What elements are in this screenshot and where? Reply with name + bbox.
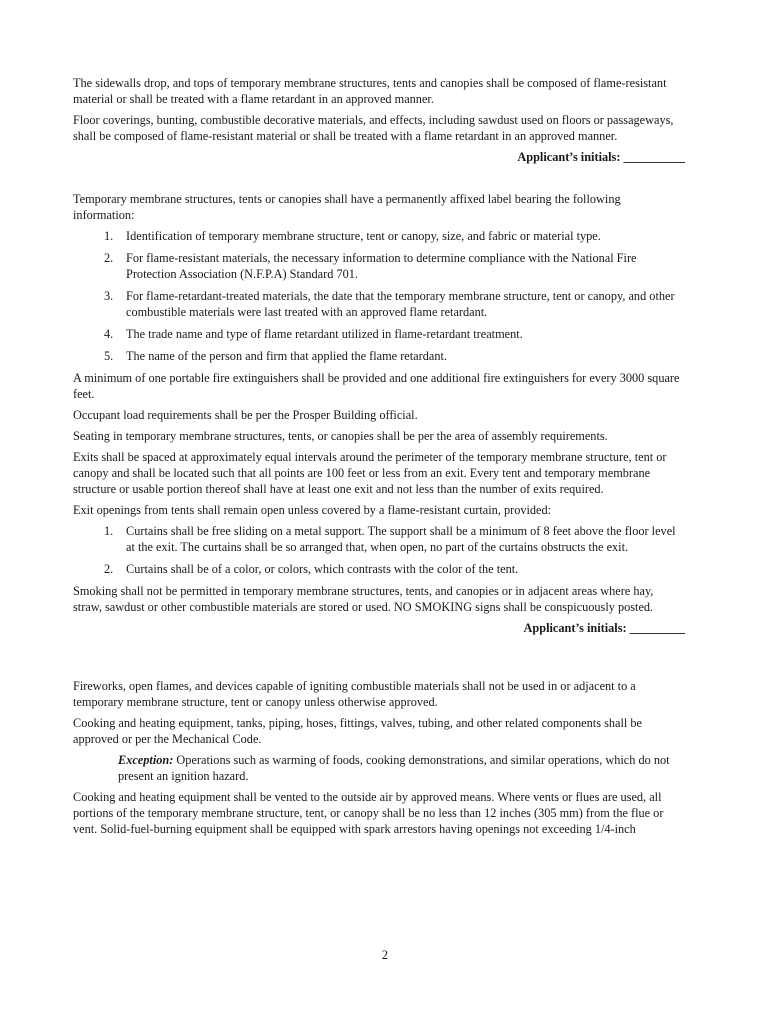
document-page: [73, 75, 685, 842]
paragraph-label-intro: Temporary membrane structures, tents or canopies shall have a permanently affixed label bearing the following information:: [73, 192, 621, 222]
spacer: [73, 636, 685, 678]
list-item: [73, 326, 685, 342]
exception-note: [73, 752, 685, 784]
list-item-text: Curtains shall be of a color, or colors, which contrasts with the color of the tent.: [126, 562, 519, 576]
paragraph-occupant-load: Occupant load requirements shall be per the Prosper Building official.: [73, 408, 418, 422]
list-item-text: Identification of temporary membrane structure, tent or canopy, size, and fabric or material type.: [126, 229, 601, 243]
list-item: [73, 288, 685, 320]
list-item-text: Curtains shall be free sliding on a metal support. The support shall be a minimum of 8 feet above the floor level at the exit. The curtains shall be so arranged that, when open, no part of the curtains obstructs the exit.: [126, 524, 676, 554]
spacer: [73, 165, 685, 191]
list-number: 5.: [104, 349, 114, 363]
list-item: [73, 250, 685, 282]
curtain-requirements-list: [73, 523, 685, 577]
list-number: 1.: [104, 524, 114, 538]
list-item-text: The name of the person and firm that applied the flame retardant.: [126, 349, 447, 363]
list-number: 2.: [104, 562, 114, 576]
exception-label: Exception:: [118, 753, 174, 767]
paragraph-sidewalls: The sidewalls drop, and tops of temporary membrane structures, tents and canopies shall be composed of flame-resistant material or shall be treated with a flame retardant in an approved manner.: [73, 76, 667, 106]
paragraph-floor-coverings: Floor coverings, bunting, combustible decorative materials, and effects, including sawdust used on floors or passageways, shall be composed of flame-resistant material or shall be treated with a flame retardant in an approved manner.: [73, 113, 674, 143]
list-number: 1.: [104, 229, 114, 243]
exception-text: Operations such as warming of foods, cooking demonstrations, and similar operations, which do not present an ignition hazard.: [118, 753, 670, 783]
list-number: 3.: [104, 289, 114, 303]
list-number: 2.: [104, 251, 114, 265]
paragraph-exits: Exits shall be spaced at approximately equal intervals around the perimeter of the temporary membrane structure, tent or canopy and shall be located such that all points are 100 feet or less from an exit. Every tent and temporary membrane structure or usable portion thereof shall have at least one exit and not less than the number of exits required.: [73, 450, 667, 496]
paragraph-smoking: Smoking shall not be permitted in temporary membrane structures, tents, and canopies or in adjacent areas where hay, straw, sawdust or other combustible materials are stored or used. NO SMOKING signs shall be conspicuously posted.: [73, 584, 654, 614]
paragraph-cooking-vented: Cooking and heating equipment shall be vented to the outside air by approved means. Where vents or flues are used, all portions of the temporary membrane structure, tent, or canopy shall be no less than 12 inches (305 mm) from the flue or vent. Solid-fuel-burning equipment shall be equipped with spark arrestors having openings not exceeding 1/4-inch: [73, 790, 664, 836]
applicant-initials-1: Applicant’s initials: __________: [517, 150, 685, 164]
list-item-text: For flame-retardant-treated materials, the date that the temporary membrane structure, tent or canopy, and other combustible materials were last treated with an approved flame retardant.: [126, 289, 675, 319]
list-item: [73, 523, 685, 555]
applicant-initials-2: Applicant’s initials: _________: [523, 621, 685, 635]
list-number: 4.: [104, 327, 114, 341]
label-requirements-list: [73, 228, 685, 364]
list-item: [73, 228, 685, 244]
paragraph-seating: Seating in temporary membrane structures, tents, or canopies shall be per the area of assembly requirements.: [73, 429, 608, 443]
list-item-text: For flame-resistant materials, the necessary information to determine compliance with the National Fire Protection Association (N.F.P.A) Standard 701.: [126, 251, 637, 281]
paragraph-extinguishers: A minimum of one portable fire extinguishers shall be provided and one additional fire extinguishers for every 3000 square feet.: [73, 371, 680, 401]
list-item: [73, 348, 685, 364]
paragraph-cooking-equipment: Cooking and heating equipment, tanks, piping, hoses, fittings, valves, tubing, and other related components shall be approved or per the Mechanical Code.: [73, 716, 642, 746]
list-item-text: The trade name and type of flame retardant utilized in flame-retardant treatment.: [126, 327, 523, 341]
paragraph-fireworks: Fireworks, open flames, and devices capable of igniting combustible materials shall not be used in or adjacent to a temporary membrane structure, tent or canopy unless otherwise approved.: [73, 679, 636, 709]
page-number: 2: [381, 948, 389, 962]
paragraph-exit-openings: Exit openings from tents shall remain open unless covered by a flame-resistant curtain, provided:: [73, 503, 552, 517]
list-item: [73, 561, 685, 577]
